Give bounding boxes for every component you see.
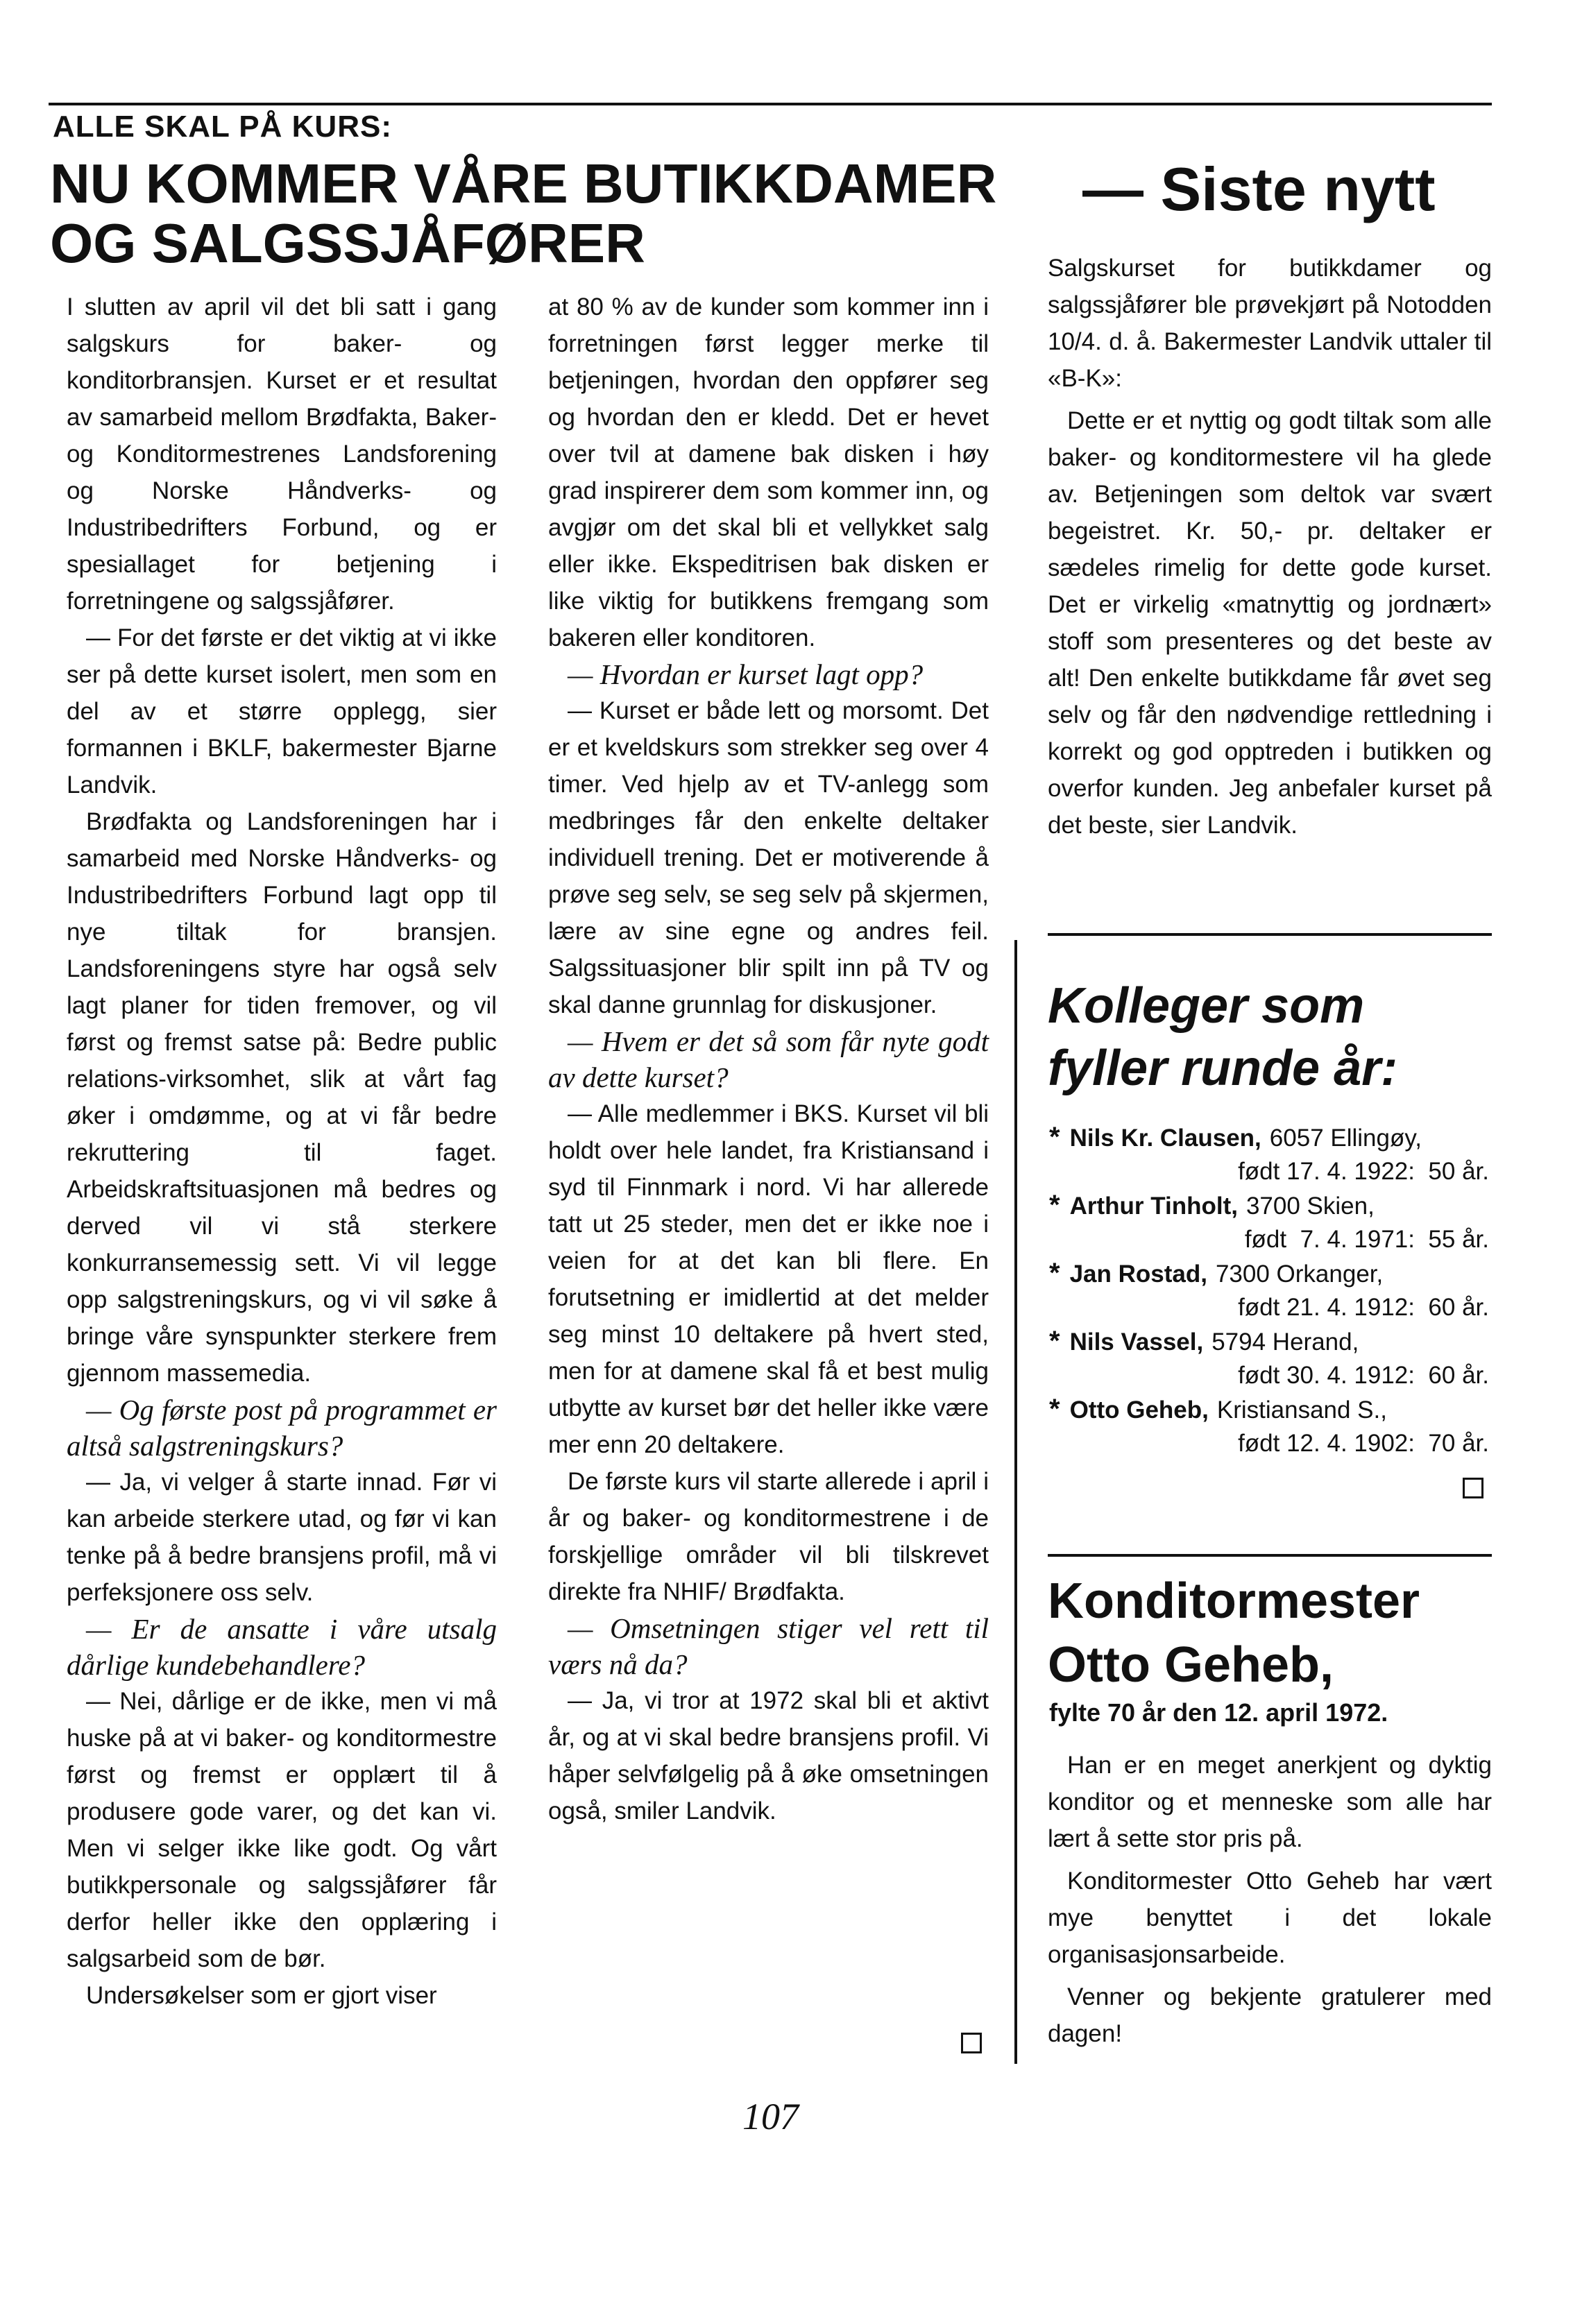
article-paragraph: — Ja, vi velger å starte innad. Før vi kan arbeide sterkere utad, og før vi kan tenke på å bedre bransjens profil, må vi perfeksjonere oss selv. — [67, 1469, 497, 1606]
headline-line-2: OG SALGSSJÅFØRER — [50, 212, 645, 275]
headline-line-1: NU KOMMER VÅRE BUTIKKDAMER — [50, 153, 997, 214]
article-paragraph: Undersøkelser som er gjort viser — [86, 1982, 437, 2009]
list-item — [1049, 1324, 1493, 1392]
kolleger-place: 7300 Orkanger, — [1215, 1261, 1384, 1288]
end-mark-box — [961, 2033, 982, 2053]
kolleger-place: 6057 Ellingøy, — [1269, 1125, 1422, 1152]
kolleger-born: født 30. 4. 1912: 60 år. — [1238, 1362, 1489, 1389]
section-rule — [1048, 1554, 1492, 1557]
asterisk-icon: * — [1049, 1326, 1060, 1356]
article-paragraph: — Ja, vi tror at 1972 skal bli et aktivt år, og at vi skal bedre bransjens profil. Vi håper selvfølgelig på å øke omsetningen også, smiler Landvik. — [548, 1687, 989, 1825]
article-paragraph: Brødfakta og Landsforeningen har i samarbeid med Norske Håndverks- og Industribedrifters Forbund lagt opp til nye tiltak for bransjen. Landsforeningens styre har også selv lagt planer for tiden fremover, og vil først og fremst satse på: Bedre public relations-virksomhet, slik at vårt fag øker i omdømme, og at vi får bedre rekruttering til faget. Arbeidskraftsituasjonen må bedres og derved vil vi stå sterkere konkurransemessig sett. Vi vil legge opp salgstreningskurs, og vi vil søke å bringe våre synspunkter sterkere frem gjennom massemedia. — [67, 808, 497, 1387]
kolleger-name: Jan Rostad, — [1069, 1261, 1207, 1288]
kolleger-name: Otto Geheb, — [1069, 1396, 1209, 1424]
section-rule — [1048, 933, 1492, 936]
siste-nytt-body — [1048, 250, 1492, 844]
konditormester-title-line-2: Otto Geheb, — [1048, 1637, 1334, 1693]
list-item — [1049, 1120, 1493, 1188]
siste-nytt-title: — Siste nytt — [1082, 155, 1436, 223]
asterisk-icon: * — [1049, 1122, 1060, 1152]
asterisk-icon: * — [1049, 1258, 1060, 1288]
kolleger-place: 3700 Skien, — [1245, 1193, 1375, 1220]
article-column-1 — [67, 289, 497, 2014]
kolleger-name-line — [1049, 1324, 1493, 1359]
list-item — [1049, 1256, 1493, 1324]
top-rule — [49, 103, 1492, 105]
article-paragraph: — For det første er det viktig at vi ikke ser på dette kurset isolert, men som en del av et større opplegg, sier formannen i BKLF, bakermester Bjarne Landvik. — [67, 624, 497, 798]
article-paragraph: — Kurset er både lett og morsomt. Det er et kveldskurs som strekker seg over 4 timer. Ved hjelp av et TV-anlegg som medbringes får den enkelte deltaker individuell trening. Det er motiverende å prøve seg selv, se seg selv på skjermen, lære av sine egne og andres feil. Salgssituasjoner blir spilt inn på TV og skal danne grunnlag for diskusjoner. — [548, 697, 989, 1018]
kolleger-name-line — [1049, 1256, 1493, 1291]
asterisk-icon: * — [1049, 1190, 1060, 1220]
konditormester-subtitle: fylte 70 år den 12. april 1972. — [1049, 1698, 1388, 1727]
kolleger-title — [1048, 975, 1492, 1100]
kolleger-title-line-1: Kolleger som — [1048, 978, 1365, 1034]
kolleger-title-line-2: fyller runde år: — [1048, 1041, 1398, 1096]
kolleger-name: Nils Vassel, — [1069, 1328, 1204, 1356]
interview-question: — Er de ansatte i våre utsalg dårlige kundebehandlere? — [67, 1613, 497, 1681]
kolleger-place: Kristiansand S., — [1216, 1396, 1387, 1424]
kolleger-born: født 21. 4. 1912: 60 år. — [1238, 1294, 1489, 1321]
interview-question: — Hvem er det så som får nyte godt av dette kurset? — [548, 1025, 989, 1093]
list-item — [1049, 1188, 1493, 1256]
kolleger-name: Nils Kr. Clausen, — [1069, 1125, 1261, 1152]
list-item — [1049, 1392, 1493, 1460]
konditormester-title-line-1: Konditormester — [1048, 1573, 1420, 1629]
article-paragraph: De første kurs vil starte allerede i april i år og baker- og konditormestrene i de forskjellige områder vil bli tilskrevet direkte fra NHIF/ Brødfakta. — [548, 1468, 989, 1605]
kolleger-list — [1049, 1120, 1493, 1460]
article-column-2 — [548, 289, 989, 1829]
konditormester-paragraph: Konditormester Otto Geheb har vært mye benyttet i det lokale organisasjonsarbeide. — [1048, 1868, 1492, 1968]
article-paragraph: at 80 % av de kunder som kommer inn i forretningen først legger merke til betjeningen, hvordan den oppfører seg og hvordan den er kledd. Det er hevet over tvil at damene bak disken i høy grad inspirerer dem som kommer inn, og avgjør om det skal bli et vellykket salg eller ikke. Ekspeditrisen bak disken er like viktig for butikkens fremgang som bakeren eller konditoren. — [548, 293, 989, 651]
konditormester-title — [1048, 1569, 1499, 1697]
siste-nytt-paragraph: Dette er et nyttig og godt tiltak som alle baker- og konditormestere vil ha glede av. Betjeningen som deltok var svært begeistret. Kr. 50,- pr. deltaker er sædeles rimelig for dette gode kurset. Det er virkelig «matnyttig og jordnært» stoff som presenteres og det beste av alt! Den enkelte butikkdame får øvet seg selv og får den nødvendige rettledning i korrekt og god opptreden i butikken og overfor kunden. Jeg anbefaler kurset på det beste, sier Landvik. — [1048, 407, 1492, 839]
headline — [50, 154, 1007, 274]
article-paragraph: — Alle medlemmer i BKS. Kurset vil bli holdt over hele landet, fra Kristiansand i syd til Finnmark i nord. Vi har allerede tatt ut 25 steder, men det er ikke noe i veien for at det kan bli flere. En forutsetning er imidlertid at det melder seg minst 10 deltakere på hvert sted, men for at damene skal få et best mulig utbytte av kurset bør det heller ikke være mer enn 20 deltakere. — [548, 1100, 989, 1458]
article-paragraph: — Nei, dårlige er de ikke, men vi må huske på at vi baker- og konditormestre først og fremst er opplært til å produsere gode varer, og det kan vi. Men vi selger ikke like godt. Og vårt butikkpersonale og salgssjåfører får derfor heller ikke den opplæring i salgsarbeid som de bør. — [67, 1688, 497, 1972]
end-mark-box — [1463, 1478, 1483, 1498]
article-paragraph: I slutten av april vil det bli satt i gang salgskurs for baker- og konditorbransjen. Kurset er et resultat av samarbeid mellom Brødfakta, Baker- og Konditormestrenes Landsforening og Norske Håndverks- og Industribedrifters Forbund, og er spesiallaget for betjening i forretningene og salgssjåfører. — [67, 293, 497, 615]
kolleger-place: 5794 Herand, — [1211, 1328, 1359, 1356]
kolleger-name-line — [1049, 1120, 1493, 1155]
kolleger-name-line — [1049, 1188, 1493, 1223]
interview-question: — Omsetningen stiger vel rett til værs nå da? — [548, 1612, 989, 1680]
konditormester-paragraph: Venner og bekjente gratulerer med dagen! — [1048, 1983, 1492, 2047]
konditormester-paragraph: Han er en meget anerkjent og dyktig konditor og et menneske som alle har lært å sette stor pris på. — [1048, 1752, 1492, 1852]
interview-question: — Hvordan er kurset lagt opp? — [568, 658, 924, 690]
kolleger-born: født 7. 4. 1971: 55 år. — [1244, 1226, 1489, 1253]
column-divider — [1014, 940, 1017, 2064]
asterisk-icon: * — [1049, 1394, 1060, 1424]
konditormester-body — [1048, 1747, 1492, 2052]
kolleger-born: født 17. 4. 1922: 50 år. — [1238, 1158, 1489, 1185]
kicker: ALLE SKAL PÅ KURS: — [53, 110, 392, 144]
kolleger-name-line — [1049, 1392, 1493, 1427]
kolleger-name: Arthur Tinholt, — [1069, 1193, 1238, 1220]
interview-question: — Og første post på programmet er altså salgstreningskurs? — [67, 1394, 497, 1462]
kolleger-born: født 12. 4. 1902: 70 år. — [1238, 1430, 1489, 1457]
siste-nytt-paragraph: Salgskurset for butikkdamer og salgssjåfører ble prøvekjørt på Notodden 10/4. d. å. Bakermester Landvik uttaler til «B-K»: — [1048, 255, 1492, 392]
page-number: 107 — [742, 2096, 799, 2137]
